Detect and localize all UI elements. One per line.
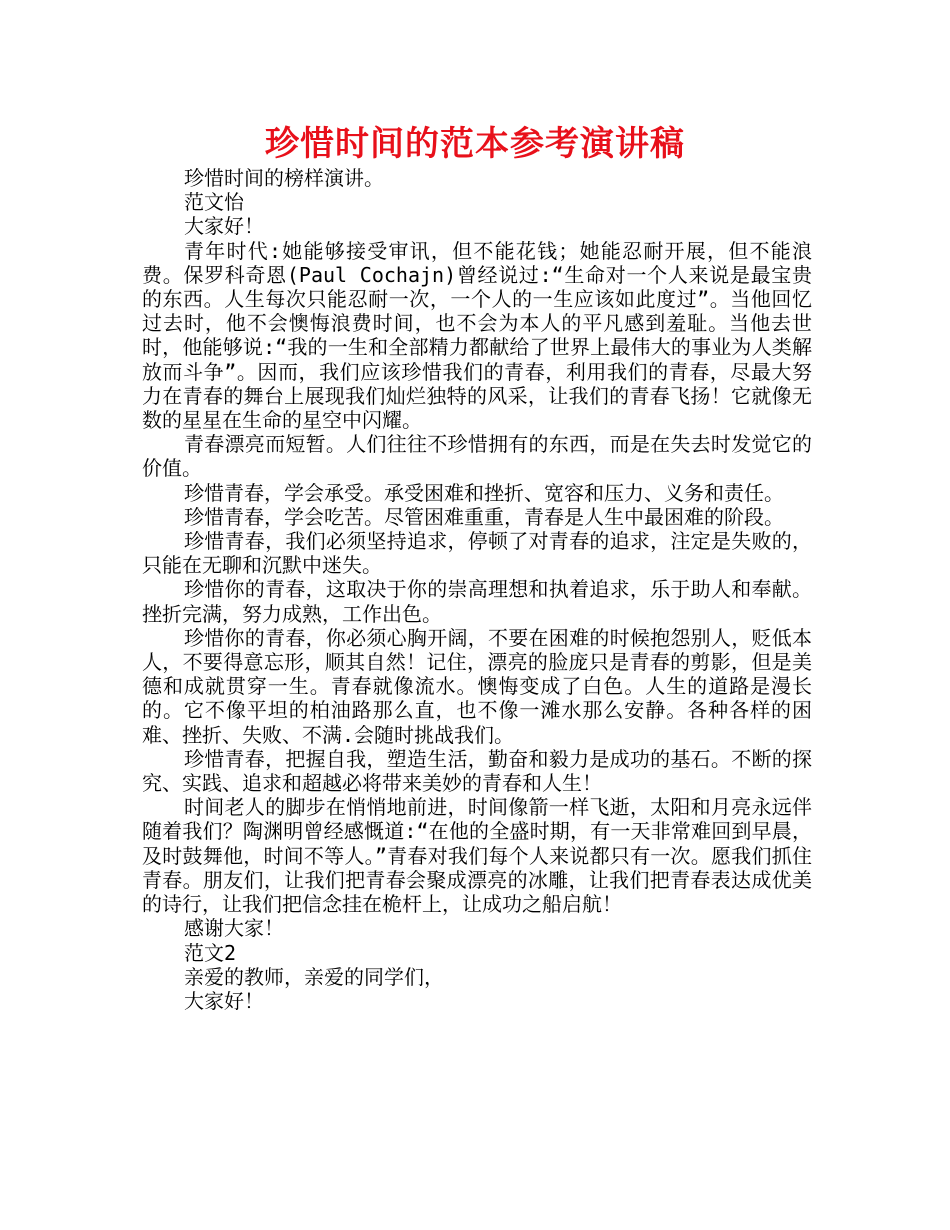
paragraph: 珍惜时间的榜样演讲。 bbox=[184, 166, 384, 190]
paragraph: 范文2 bbox=[184, 940, 237, 965]
paragraph: 青春漂亮而短暂。人们往往不珍惜拥有的东西，而是在失去时发觉它的价值。 bbox=[142, 432, 812, 481]
paragraph: 范文怡 bbox=[184, 190, 244, 215]
document-body bbox=[142, 166, 812, 1013]
paragraph: 时间老人的脚步在悄悄地前进，时间像箭一样飞逝，太阳和月亮永远伴随着我们？陶渊明曾经感慨道:“在他的全盛时期，有一天非常难回到早晨，及时鼓舞他，时间不等人。”青春对我们每个人来说都只有一次。愿我们抓住青春。朋友们，让我们把青春会聚成漂亮的冰雕，让我们把青春表达成优美的诗行，让我们把信念挂在桅杆上，让成功之船启航！ bbox=[142, 795, 812, 917]
paragraph: 珍惜青春，我们必须坚持追求，停顿了对青春的追求，注定是失败的，只能在无聊和沉默中迷失。 bbox=[142, 529, 812, 578]
paragraph: 珍惜青春，把握自我，塑造生活，勤奋和毅力是成功的基石。不断的探究、实践、追求和超越必将带来美妙的青春和人生！ bbox=[142, 746, 812, 796]
paragraph: 感谢大家！ bbox=[184, 916, 284, 941]
paragraph: 珍惜青春，学会承受。承受困难和挫折、宽容和压力、义务和责任。 bbox=[184, 480, 784, 505]
paragraph: 珍惜你的青春，这取决于你的崇高理想和执着追求，乐于助人和奉献。挫折完满，努力成熟，工作出色。 bbox=[142, 577, 812, 626]
paragraph: 亲爱的教师，亲爱的同学们， bbox=[184, 964, 444, 989]
paragraph: 大家好！ bbox=[184, 988, 264, 1013]
document-title: 珍惜时间的范本参考演讲稿 bbox=[265, 124, 685, 164]
paragraph: 青年时代:她能够接受审讯，但不能花钱；她能忍耐开展，但不能浪费。保罗科奇恩(Paul Cochajn)曾经说过:“生命对一个人来说是最宝贵的东西。人生每次只能忍耐一次，一个人的一生应该如此度过”。当他回忆过去时，他不会懊悔浪费时间，也不会为本人的平凡感到羞耻。当他去世时，他能够说:“我的一生和全部精力都献给了世界上最伟大的事业为人类解放而斗争”。因而，我们应该珍惜我们的青春，利用我们的青春，尽最大努力在青春的舞台上展现我们灿烂独特的风采，让我们的青春飞扬！它就像无数的星星在生命的星空中闪耀。 bbox=[142, 238, 812, 433]
paragraph: 珍惜你的青春，你必须心胸开阔，不要在困难的时候抱怨别人，贬低本人，不要得意忘形，顺其自然！记住，漂亮的脸庞只是青春的剪影，但是美德和成就贯穿一生。青春就像流水。懊悔变成了白色。人生的道路是漫长的。它不像平坦的柏油路那么直，也不像一滩水那么安静。各种各样的困难、挫折、失败、不满.会随时挑战我们。 bbox=[142, 625, 812, 747]
paragraph: 珍惜青春，学会吃苦。尽管困难重重，青春是人生中最困难的阶段。 bbox=[184, 504, 784, 529]
paragraph: 大家好！ bbox=[184, 214, 264, 239]
